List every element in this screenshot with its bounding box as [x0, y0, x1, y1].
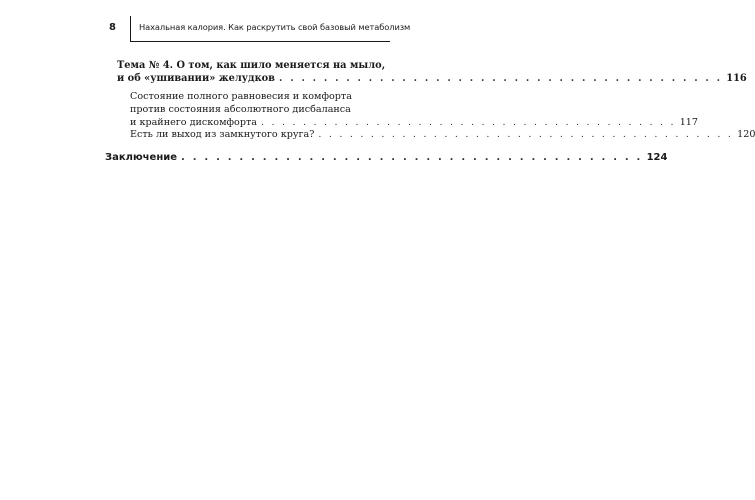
header-divider	[130, 16, 131, 42]
toc-page-number: 116	[726, 73, 747, 84]
toc-subentry-line: Состояние полного равновесия и комфорта	[130, 91, 352, 102]
toc-subentry-line: против состояния абсолютного дисбаланса	[130, 104, 351, 115]
toc-page-number: 120	[737, 129, 755, 140]
running-title: Нахальная калория. Как раскрутить свой базовый метаболизм	[139, 22, 411, 32]
toc-entry-title-line: Тема № 4. О том, как шило меняется на мыло,	[117, 60, 386, 71]
page-number: 8	[109, 22, 116, 33]
toc-entry-topic-4[interactable]	[117, 59, 747, 85]
toc-page-number: 124	[646, 152, 668, 163]
dot-leader: . . . . . . . . . . . . . . . . . . . . . . . . . . . . . . . . . . . . . . . .	[181, 152, 643, 163]
toc-entry-title-line: Заключение	[105, 152, 178, 163]
toc-entry-title-line: и об «ушивании» желудков	[117, 73, 275, 84]
toc-page-number: 117	[679, 117, 699, 128]
toc-subentry-line: и крайнего дискомфорта	[130, 117, 257, 128]
toc-subentry-line: Есть ли выход из замкнутого круга?	[130, 129, 315, 140]
toc-subentry[interactable]	[130, 128, 755, 141]
toc-subentry[interactable]	[130, 90, 699, 129]
toc-entry-conclusion[interactable]	[105, 151, 668, 164]
dot-leader: . . . . . . . . . . . . . . . . . . . . . . . . . . . . . . . . . . . . . . . .	[318, 129, 734, 140]
dot-leader: . . . . . . . . . . . . . . . . . . . . . . . . . . . . . . . . . . . . . . . .	[260, 117, 676, 128]
header-rule	[130, 41, 390, 42]
dot-leader: . . . . . . . . . . . . . . . . . . . . . . . . . . . . . . . . . . . . . . . .	[279, 73, 723, 84]
running-header	[103, 16, 411, 42]
